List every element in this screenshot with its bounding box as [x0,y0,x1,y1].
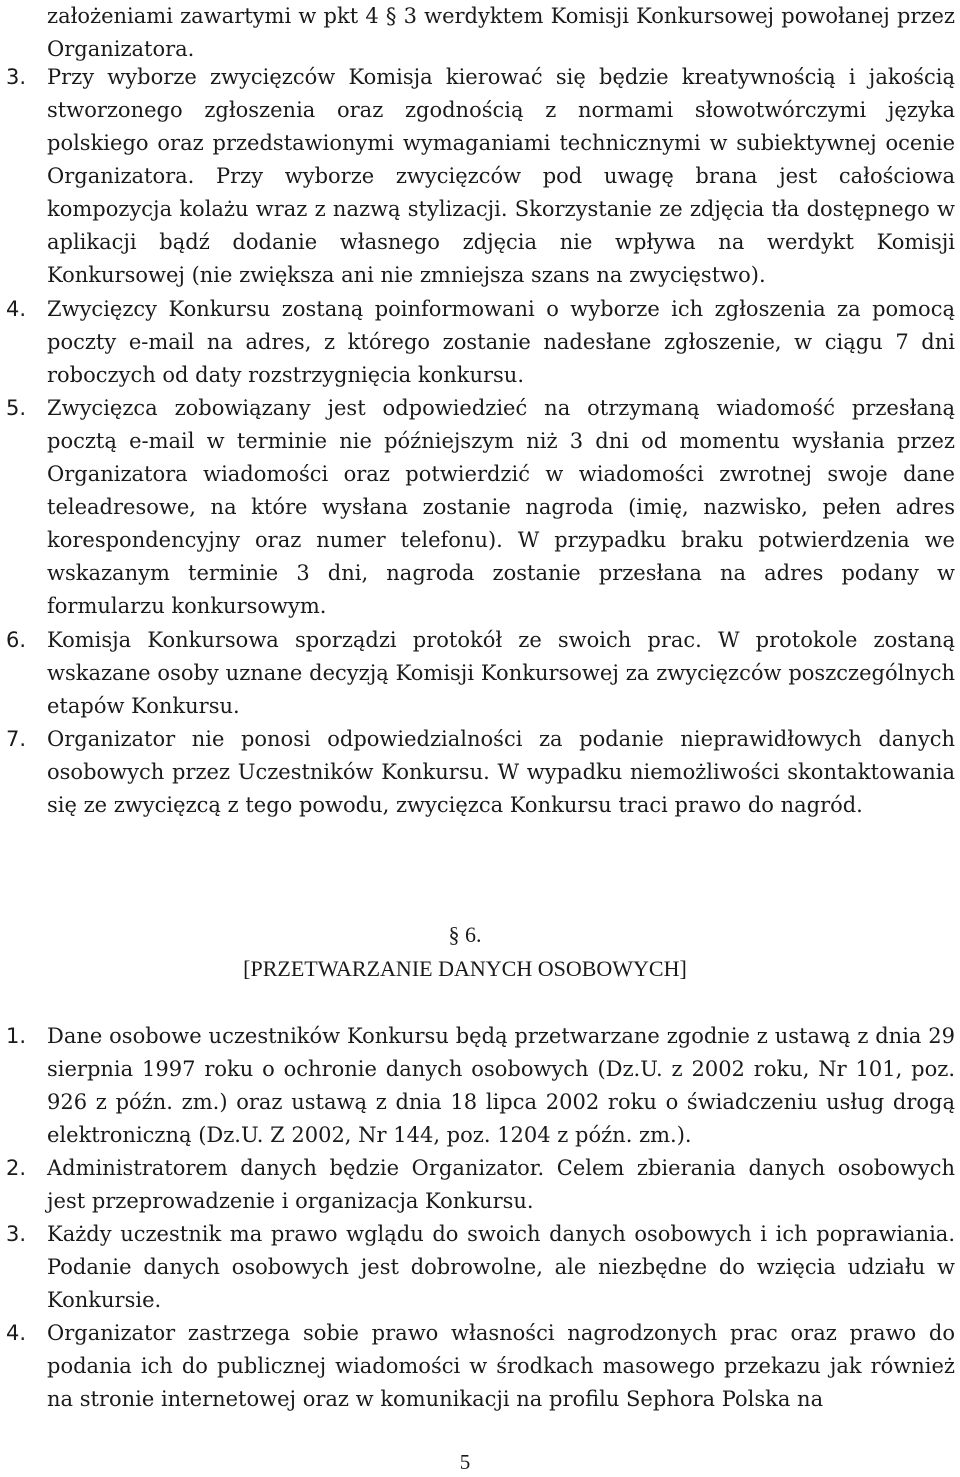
item-number: 2. [6,1156,27,1180]
item-text: Przy wyborze zwycięzców Komisja kierować się będzie kreatywnością i jakością stworzonego zgłoszenia oraz zgodnością z normami słowotwórczymi języka polskiego oraz przedstawionymi wymaganiami technicznymi w subiektywnej ocenie Organizatora. Przy wyborze zwycięzców pod uwagę brana jest całościowa kompozycja kolażu wraz z nazwą stylizacji. Skorzystanie ze zdjęcia tła dostępnego w aplikacji bądź dodanie własnego zdjęcia nie wpływa na werdykt Komisji Konkursowej (nie zwiększa ani nie zmniejsza szans na zwycięstwo). [47,65,955,287]
item-number: 6. [6,628,27,652]
item-text: Dane osobowe uczestników Konkursu będą przetwarzane zgodnie z ustawą z dnia 29 sierpnia 1997 roku o ochronie danych osobowych (Dz.U. z 2002 roku, Nr 101, poz. 926 z późn. zm.) oraz ustawą z dnia 18 lipca 2002 roku o świadczeniu usług drogą elektroniczną (Dz.U. Z 2002, Nr 144, poz. 1204 z późn. zm.). [47,1024,955,1147]
item-number: 4. [6,297,27,321]
item-text: Komisja Konkursowa sporządzi protokół ze swoich prac. W protokole zostaną wskazane osoby uznane decyzją Komisji Konkursowej za zwycięzców poszczególnych etapów Konkursu. [47,628,955,718]
item-text: Zwycięzcy Konkursu zostaną poinformowani o wyborze ich zgłoszenia za pomocą poczty e-mail na adres, z którego zostanie nadesłane zgłoszenie, w ciągu 7 dni roboczych od daty rozstrzygnięcia konkursu. [47,297,955,387]
item-number: 3. [6,1222,27,1246]
item-number: 7. [6,727,27,751]
item-text: założeniami zawartymi w pkt 4 § 3 werdyktem Komisji Konkursowej powołanej przez Organizatora. [47,4,955,61]
item-text: Zwycięzca zobowiązany jest odpowiedzieć na otrzymaną wiadomość przesłaną pocztą e-mail w terminie nie późniejszym niż 3 dni od momentu wysłania przez Organizatora wiadomości oraz potwierdzić w wiadomości zwrotnej swoje dane teleadresowe, na które wysłana zostanie nagroda (imię, nazwisko, pełen adres korespondencyjny oraz numer telefonu). W przypadku braku potwierdzenia we wskazanym terminie 3 dni, nagroda zostanie przesłana na adres podany w formularzu konkursowym. [47,396,955,618]
item-text: Organizator zastrzega sobie prawo własności nagrodzonych prac oraz prawo do podania ich do publicznej wiadomości w środkach masowego przekazu jak również na stronie internetowej oraz w komunikacji na profilu Sephora Polska na [47,1321,955,1411]
item-number: 1. [6,1024,27,1048]
item-number: 5. [6,396,27,420]
item-text: Organizator nie ponosi odpowiedzialności za podanie nieprawidłowych danych osobowych przez Uczestników Konkursu. W wypadku niemożliwości skontaktowania się ze zwycięzcą z tego powodu, zwycięzca Konkursu traci prawo do nagród. [47,727,955,817]
section-number: § 6. [448,922,482,947]
item-text: Administratorem danych będzie Organizator. Celem zbierania danych osobowych jest przeprowadzenie i organizacja Konkursu. [47,1156,955,1213]
item-text: Każdy uczestnik ma prawo wglądu do swoich danych osobowych i ich poprawiania. Podanie danych osobowych jest dobrowolne, ale niezbędne do wzięcia udziału w Konkursie. [47,1222,955,1312]
item-number: 3. [6,65,27,89]
item-number: 4. [6,1321,27,1345]
page-number: 5 [459,1450,471,1474]
section-title: [PRZETWARZANIE DANYCH OSOBOWYCH] [243,956,687,981]
